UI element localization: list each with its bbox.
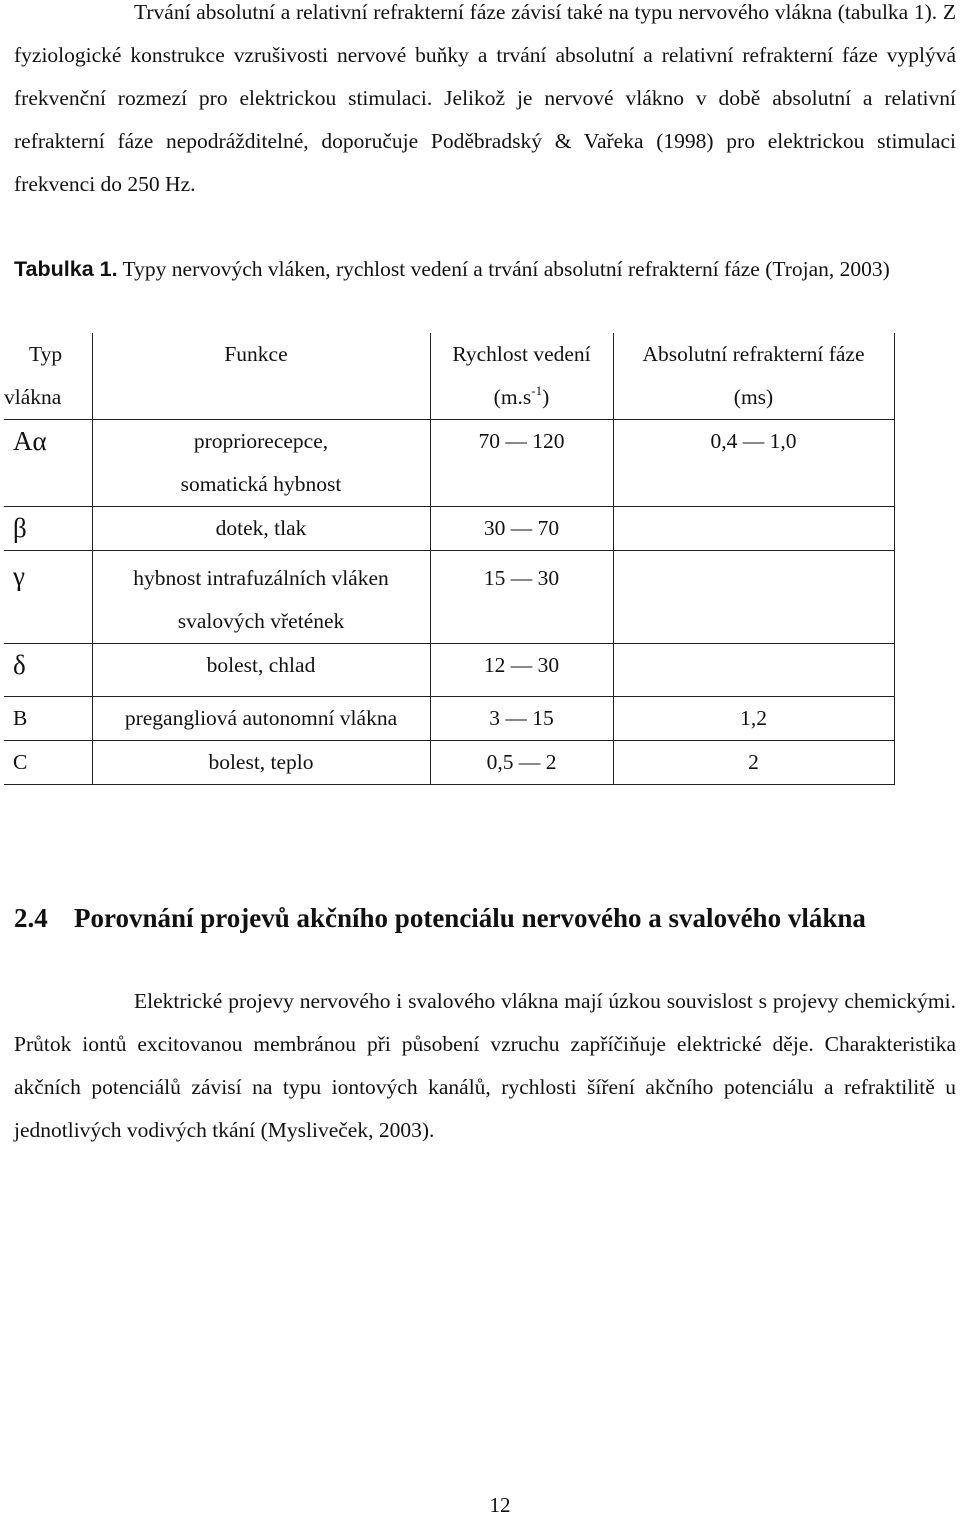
header-speed-unit: (m.s [493, 385, 532, 409]
fiber-type-cell: B [4, 697, 92, 741]
refractory-cell: 0,4 — 1,0 [613, 420, 894, 507]
table-row [4, 420, 894, 507]
fiber-type-cell: β [4, 507, 92, 551]
fiber-type-cell: Aα [4, 420, 92, 507]
header-speed [430, 333, 613, 420]
header-speed-line2 [431, 376, 613, 419]
table-row [4, 644, 894, 697]
function-cell [92, 741, 430, 785]
header-refractory [613, 333, 894, 420]
table-row [4, 697, 894, 741]
section-number: 2.4 [14, 903, 48, 933]
header-fiber-type-line1: Typ [29, 342, 63, 366]
header-speed-exponent: -1 [531, 383, 543, 398]
fiber-type-cell: C [4, 741, 92, 785]
paragraph-action-potential: Elektrické projevy nervového i svalového vlákna mají úzkou souvislost s projevy chemickými. Průtok iontů excitovanou membránou při působení vzruchu zapříčiňuje elektrické děje. Charakteristika akčních potenciálů závisí na typu iontových kanálů, rychlosti šíření akčního potenciálu a refraktilitě u jednotlivých vodivých tkání (Mysliveček, 2003). [14, 989, 956, 1142]
header-speed-paren: ) [542, 385, 550, 409]
function-cell [92, 507, 430, 551]
table-caption-text: Typy nervových vláken, rychlost vedení a trvání absolutní refrakterní fáze (Trojan, 2003) [117, 257, 890, 281]
speed-cell: 0,5 — 2 [430, 741, 613, 785]
fiber-type-cell: γ [4, 551, 92, 644]
table-row [4, 551, 894, 644]
refractory-cell: 2 [613, 741, 894, 785]
header-fiber-type [4, 333, 92, 420]
header-speed-line1: Rychlost vedení [452, 342, 591, 366]
function-cell [92, 420, 430, 507]
function-line2: svalových vřetének [177, 609, 345, 633]
refractory-cell: 1,2 [613, 697, 894, 741]
section-title: Porovnání projevů akčního potenciálu nervového a svalového vlákna [74, 903, 866, 933]
speed-cell: 15 — 30 [430, 551, 613, 644]
speed-cell: 3 — 15 [430, 697, 613, 741]
speed-cell: 30 — 70 [430, 507, 613, 551]
header-function-text: Funkce [224, 342, 288, 366]
fiber-type-cell: δ [4, 644, 92, 697]
section-heading [14, 898, 866, 938]
function-line1: propriorecepce, [193, 429, 329, 453]
function-cell [92, 644, 430, 697]
function-line1: hybnost intrafuzálních vláken [133, 566, 389, 590]
function-cell [92, 551, 430, 644]
header-refractory-line2: (ms) [733, 385, 774, 409]
function-line1: pregangliová autonomní vlákna [124, 706, 398, 730]
header-refractory-line1: Absolutní refrakterní fáze [642, 342, 865, 366]
function-line2: somatická hybnost [180, 472, 342, 496]
speed-cell: 12 — 30 [430, 644, 613, 697]
table-row [4, 507, 894, 551]
header-function [92, 333, 430, 420]
nerve-fiber-table [4, 333, 895, 785]
function-line1: bolest, chlad [206, 653, 316, 677]
table-caption [14, 248, 956, 291]
refractory-cell [613, 507, 894, 551]
table-caption-label: Tabulka 1. [14, 257, 118, 281]
table-header-row [4, 333, 894, 420]
refractory-cell [613, 644, 894, 697]
function-line1: dotek, tlak [215, 516, 307, 540]
function-cell [92, 697, 430, 741]
speed-cell: 70 — 120 [430, 420, 613, 507]
function-line1: bolest, teplo [208, 750, 314, 774]
refractory-cell [613, 551, 894, 644]
page-number: 12 [489, 1493, 511, 1517]
header-fiber-type-line2: vlákna [4, 385, 62, 409]
paragraph-refractory-phase: Trvání absolutní a relativní refrakterní fáze závisí také na typu nervového vlákna (tabulka 1). Z fyziologické konstrukce vzrušivosti nervové buňky a trvání absolutní a relativní refrakterní fáze vyplývá frekvenční rozmezí pro elektrickou stimulaci. Jelikož je nervové vlákno v době absolutní a relativní refrakterní fáze nepodrážditelné, doporučuje Poděbradský & Vařeka (1998) pro elektrickou stimulaci frekvenci do 250 Hz. [14, 0, 956, 196]
table-row [4, 741, 894, 785]
